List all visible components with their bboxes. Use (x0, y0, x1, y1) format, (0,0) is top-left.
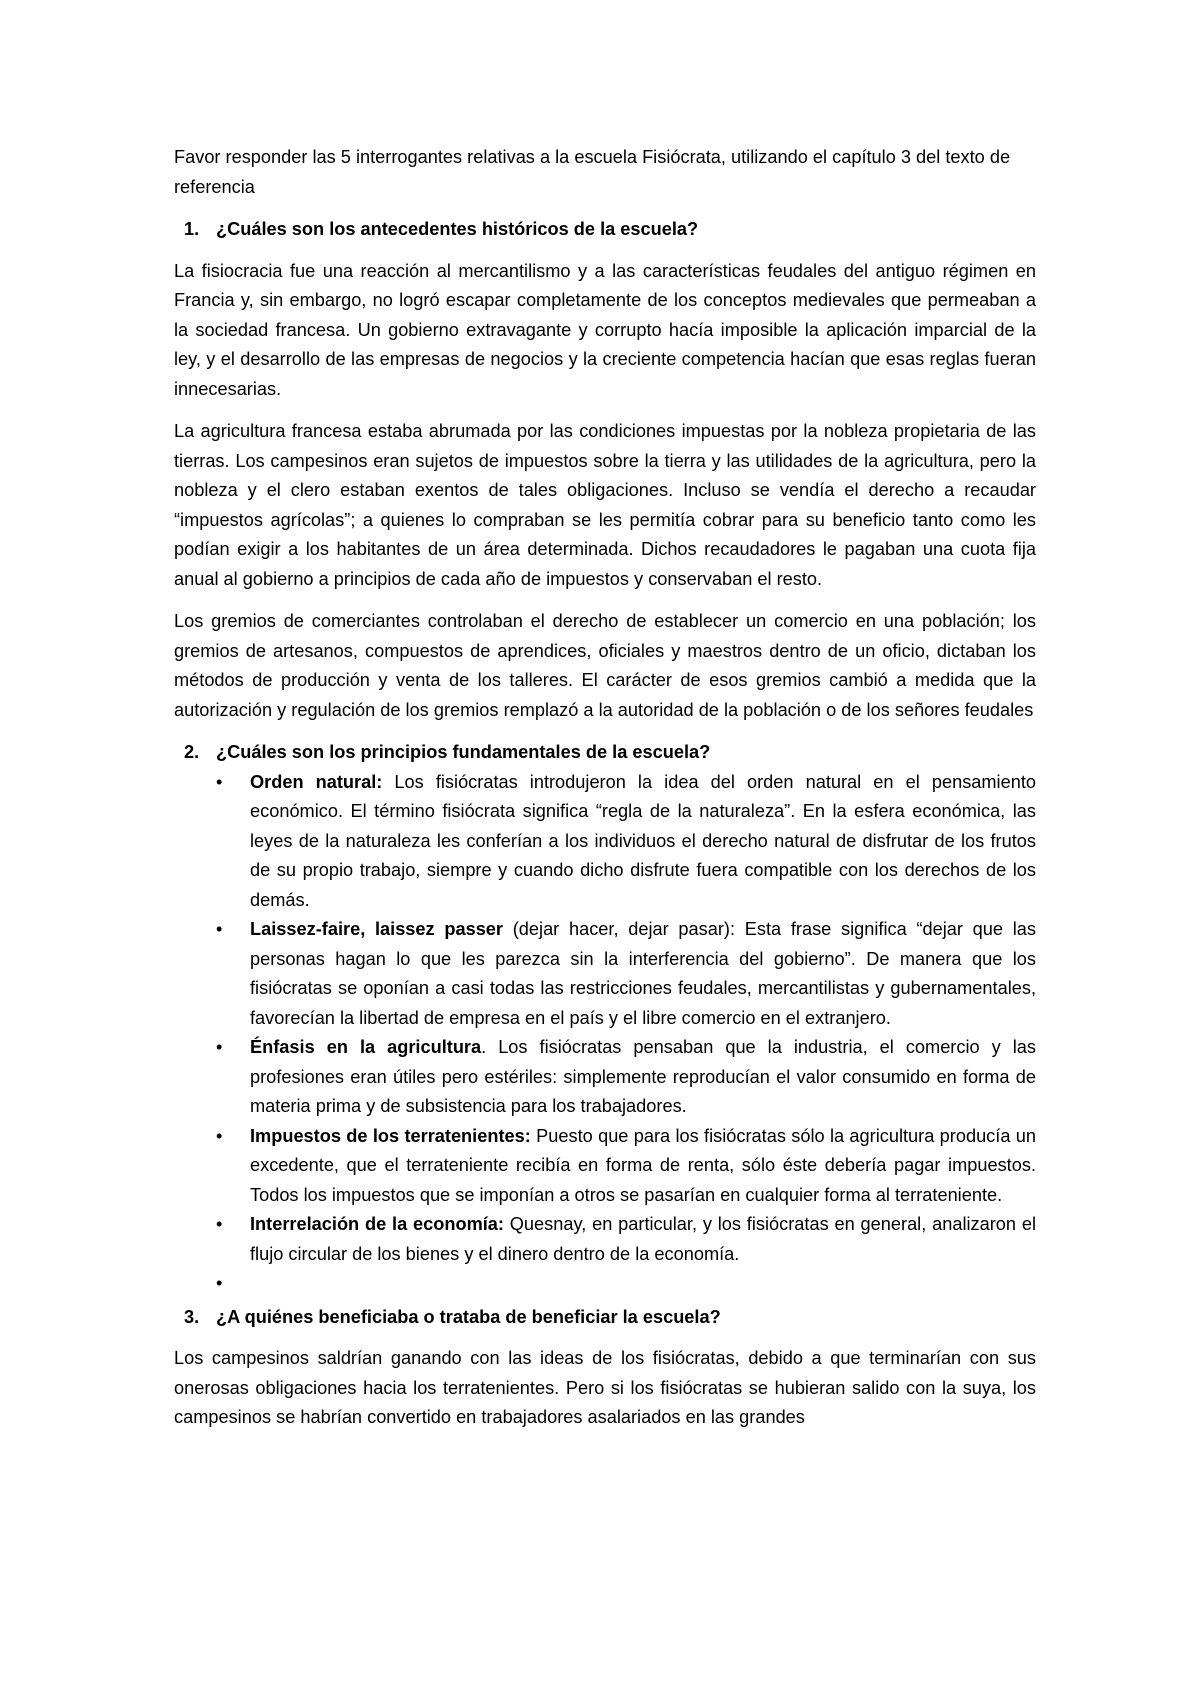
question-3-heading (174, 1303, 1036, 1333)
bullet-icon: • (216, 1037, 223, 1057)
list-item (174, 1033, 1036, 1122)
principles-list (174, 768, 1036, 1299)
bullet-text: . Los fisiócratas pensaban que la industria, el comercio y las profesiones eran útiles pero estériles: simplemente reproducían el valor consumido en forma de materia prima y de subsistencia para los trabajadores. (250, 1037, 1036, 1116)
question-2-heading (174, 738, 1036, 768)
bullet-icon: • (216, 919, 223, 939)
question-1-title: ¿Cuáles son los antecedentes históricos de la escuela? (216, 219, 699, 239)
bullet-term: Laissez-faire, laissez passer (250, 919, 504, 939)
bullet-term: Interrelación de la economía: (250, 1214, 504, 1234)
list-item (174, 915, 1036, 1033)
bullet-text: (dejar hacer, dejar pasar): Esta frase significa “dejar que las personas hagan lo que les parezca sin la interferencia del gobierno”. De manera que los fisiócratas se oponían a casi todas las restricciones feudales, mercantilistas y gubernamentales, favorecían la libertad de empresa en el país y el libre comercio en el extranjero. (250, 919, 1036, 1028)
question-2-title: ¿Cuáles son los principios fundamentales de la escuela? (216, 742, 711, 762)
list-item (174, 1210, 1036, 1269)
question-3-title: ¿A quiénes beneficiaba o trataba de beneficiar la escuela? (216, 1306, 721, 1327)
bullet-icon: • (216, 1273, 223, 1293)
bullet-text: Puesto que para los fisiócratas sólo la agricultura producía un excedente, que el terrateniente recibía en forma de renta, sólo éste debería pagar impuestos. Todos los impuestos que se imponían a otros se pasarían en cualquier forma al terrateniente. (250, 1125, 1037, 1205)
document-page (174, 143, 1036, 1446)
bullet-term: Orden natural: (250, 771, 383, 792)
bullet-text: Quesnay, en particular, y los fisiócratas en general, analizaron el flujo circular de los bienes y el dinero dentro de la economía. (250, 1214, 1036, 1264)
bullet-icon: • (216, 1214, 223, 1234)
question-3-number: 3. (184, 1306, 200, 1327)
question-2-number: 2. (184, 742, 200, 762)
question-1-number: 1. (184, 219, 200, 239)
bullet-term: Énfasis en la agricultura (250, 1037, 482, 1057)
list-item (174, 768, 1036, 916)
q1-paragraph-2: La agricultura francesa estaba abrumada por las condiciones impuestas por la nobleza propietaria de las tierras. Los campesinos eran sujetos de impuestos sobre la tierra y las utilidades de la agricultura, pero la nobleza y el clero estaban exentos de tales obligaciones. Incluso se vendía el derecho a recaudar “impuestos agrícolas”; a quienes lo compraban se les permitía cobrar para su beneficio tanto como les podían exigir a los habitantes de un área determinada. Dichos recaudadores le pagaban una cuota fija anual al gobierno a principios de cada año de impuestos y conservaban el resto. (174, 421, 1036, 589)
q1-paragraph-3: Los gremios de comerciantes controlaban el derecho de establecer un comercio en una población; los gremios de artesanos, compuestos de aprendices, oficiales y maestros dentro de un oficio, dictaban los métodos de producción y venta de los talleres. El carácter de esos gremios cambió a medida que la autorización y regulación de los gremios remplazó a la autoridad de la población o de los señores feudales (174, 611, 1036, 720)
q3-paragraph: Los campesinos saldrían ganando con las ideas de los fisiócratas, debido a que terminarían con sus onerosas obligaciones hacia los terratenientes. Pero si los fisiócratas se hubieran salido con la suya, los campesinos se habrían convertido en trabajadores asalariados en las grandes (174, 1348, 1036, 1427)
bullet-term: Impuestos de los terratenientes: (250, 1125, 531, 1146)
bullet-icon: • (216, 1125, 223, 1146)
intro-paragraph: Favor responder las 5 interrogantes relativas a la escuela Fisiócrata, utilizando el capítulo 3 del texto de referencia (174, 147, 1011, 197)
list-item-empty (174, 1269, 1036, 1299)
q1-paragraph-1: La fisiocracia fue una reacción al mercantilismo y a las características feudales del antiguo régimen en Francia y, sin embargo, no logró escapar completamente de los conceptos medievales que permeaban a la sociedad francesa. Un gobierno extravagante y corrupto hacía imposible la aplicación imparcial de la ley, y el desarrollo de las empresas de negocios y la creciente competencia hacían que esas reglas fueran innecesarias. (174, 260, 1036, 399)
list-item (174, 1122, 1036, 1211)
bullet-icon: • (216, 771, 223, 792)
bullet-text: Los fisiócratas introdujeron la idea del orden natural en el pensamiento económico. El término fisiócrata significa “regla de la naturaleza”. En la esfera económica, las leyes de la naturaleza les conferían a los individuos el derecho natural de disfrutar de los frutos de su propio trabajo, siempre y cuando dicho disfrute fuera compatible con los derechos de los demás. (250, 771, 1036, 910)
question-1-heading (174, 215, 1036, 245)
